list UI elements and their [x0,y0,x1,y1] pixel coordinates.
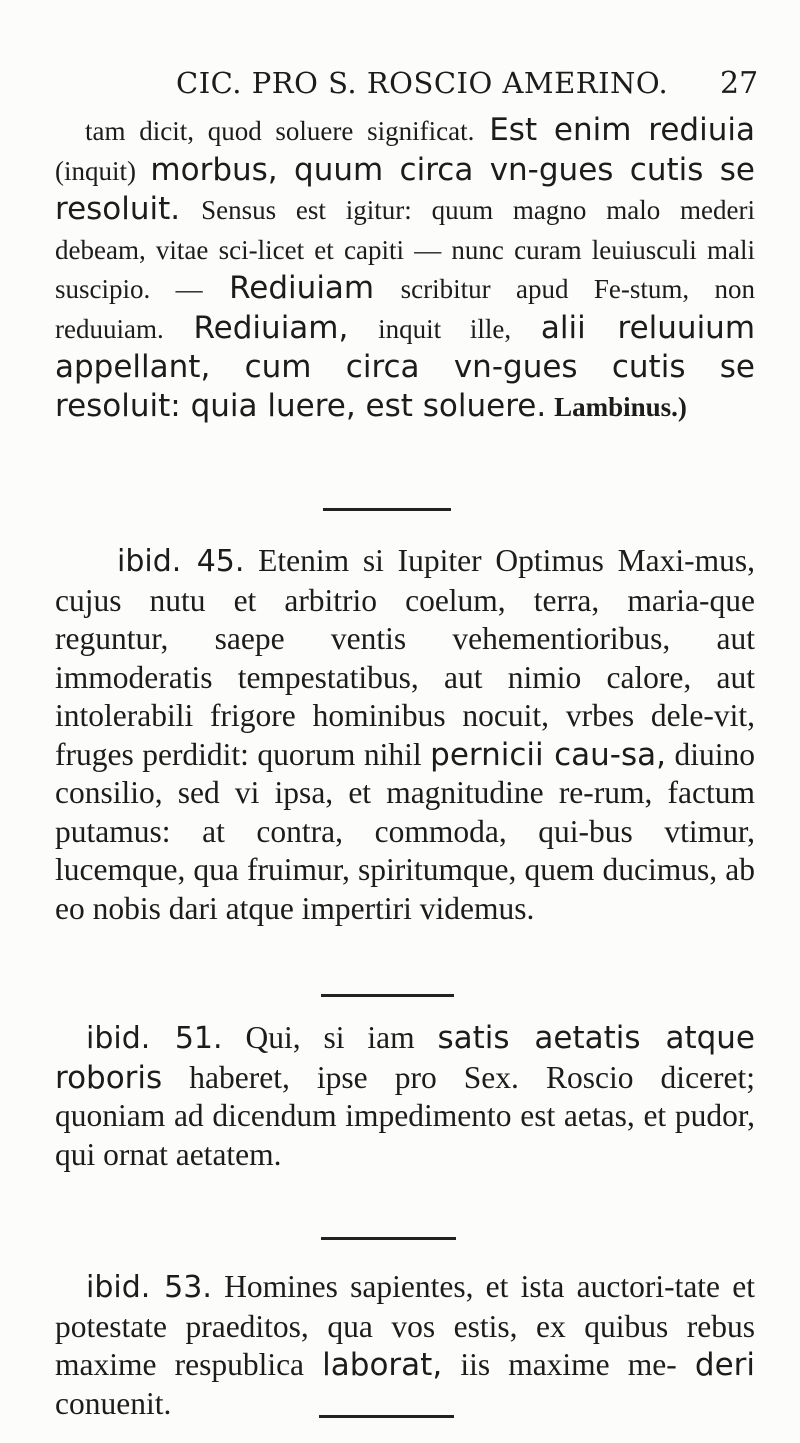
text-run: Etenim si Iupiter Optimus Maxi-mus, cujus nutu et arbitrio coelum, terra, maria-que reguntur, saepe ventis vehementioribus, aut immoderatis tempestatibus, aut nimio calore, aut intolerabili frigore hominibus nocuit, vrbes dele-vit, fruges perdidit: quorum nihil [55,543,755,772]
emphasis-run: deri [694,1347,755,1383]
text-run: diuino consilio, sed vi ipsa, et magnitudine re-rum, factum putamus: at contra, commoda, qui-bus vtimur, lucemque, qua fruimur, spiritumque, quem ducimus, ab eo nobis dari atque impertiri videmus. [55,736,756,926]
text-run: Sensus est igitur: quum magno malo mederi debeam, vitae sci-licet et capiti — nunc curam leuiusculi mali suscipio. — [55,195,755,304]
running-head: CIC. PRO S. ROSCIO AMERINO. [176,66,669,100]
text-run: (inquit) [55,155,136,186]
section-rule [321,1237,456,1240]
text-run: scribitur apud Fe-stum, non reduuiam. [55,274,756,344]
attribution: Lambinus.) [554,391,687,422]
emphasis-run: satis aetatis atque roboris [55,1020,755,1096]
page-number: 27 [720,66,759,101]
text-run: iis maxime me- [460,1347,677,1382]
reference: ibid. 53. [86,1270,212,1305]
text-run: tam dicit, quod soluere significat. [85,116,475,146]
paragraph-commentary [55,111,755,426]
reference: ibid. 51. [86,1021,223,1056]
section-rule [321,994,454,997]
emphasis-run: pernicii cau-sa, [430,736,666,773]
paragraph-ibid-51 [55,1019,755,1174]
paragraph-ibid-45 [55,542,755,928]
text-run: haberet, ipse pro Sex. Roscio diceret; quoniam ad dicendum impedimento est aetas, et pudor, qui ornat aetatem. [55,1059,755,1172]
reference: ibid. 45. [117,544,245,579]
text-run: Qui, si iam [245,1020,415,1055]
emphasis-run: laborat, [322,1347,443,1383]
emphasis-run: alii reluuium appellant, cum circa vn-gues cutis se resoluit: quia luere, est soluere. [55,309,756,424]
emphasis-run: morbus, quum circa vn-gues cutis se resoluit. [55,151,755,227]
paragraph-ibid-53 [55,1268,755,1423]
section-rule [323,508,451,511]
emphasis-run: Est enim rediuia [489,112,755,148]
text-run: conuenit. [55,1385,172,1421]
section-rule [319,1415,454,1418]
emphasis-run: Rediuiam, [193,309,349,346]
text-run: inquit ille, [378,313,512,344]
emphasis-run: Rediuiam [229,270,375,306]
text-run: Homines sapientes, et ista auctori-tate et potestate praeditos, qua vos estis, ex quibus rebus maxime respublica [55,1269,756,1382]
